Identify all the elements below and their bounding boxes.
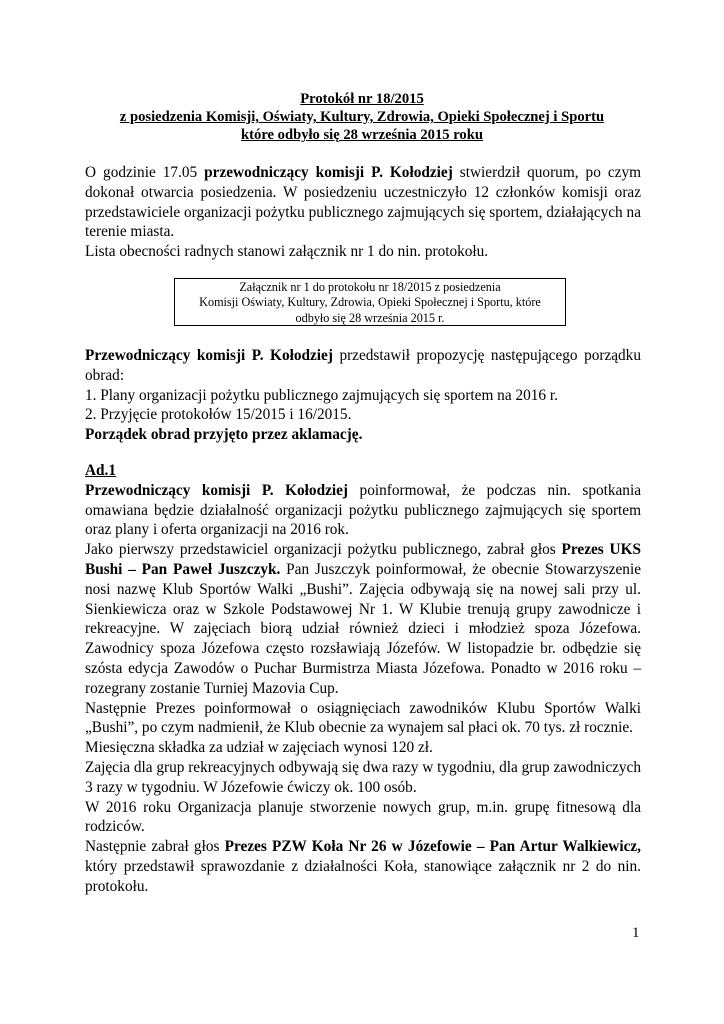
chairman-name: przewodniczący komisji P. Kołodziej	[204, 164, 453, 181]
ad1-heading-text: Ad.1	[85, 462, 117, 479]
page-number: 1	[632, 925, 640, 941]
intro-text: O godzinie 17.05	[85, 164, 205, 181]
ad1-paragraph-6: W 2016 roku Organizacja planuje stworzenie nowych grup, m.in. grupę fitnesową dla rodziców.	[85, 798, 641, 836]
intro-text-rest: stwierdził quorum, po czym dokonał otwarcia posiedzenia. W posiedzeniu uczestniczyło 12 członków komisji oraz przedstawiciele organizacji pożytku publicznego zajmujących się sportem, działających na terenie miasta.	[85, 164, 641, 241]
ad1-section	[85, 461, 641, 897]
ad1-paragraph-5: Zajęcia dla grup rekreacyjnych odbywają się dwa razy w tygodniu, dla grup zawodniczych 3 razy w tygodniu. W Józefowie ćwiczy ok. 100 osób.	[85, 758, 641, 796]
intro-paragraph	[85, 163, 641, 242]
agenda-item-1: 1. Plany organizacji pożytku publicznego zajmujących się sportem na 2016 r.	[85, 386, 558, 404]
ad1-paragraph-4: Miesięczna składka za udział w zajęciach wynosi 120 zł.	[85, 739, 433, 757]
annex-line-2: Komisji Oświaty, Kultury, Zdrowia, Opieki Społecznej i Sportu, które	[199, 295, 541, 310]
agenda-item-2: 2. Przyjęcie protokołów 15/2015 i 16/2015.	[85, 406, 352, 424]
title-line-3: które odbyło się 28 września 2015 roku	[241, 127, 483, 143]
annex-box	[174, 278, 566, 326]
agenda-accepted	[85, 425, 641, 445]
title-line-2: z posiedzenia Komisji, Oświaty, Kultury, Zdrowia, Opieki Społecznej i Sportu	[119, 109, 605, 125]
annex-line-3: odbyło się 28 września 2015 r.	[295, 310, 445, 325]
intro-section	[85, 163, 641, 262]
agenda-lead	[85, 346, 641, 386]
ad1-paragraph-3: Następnie Prezes poinformował o osiągnięciach zawodników Klubu Sportów Walki „Bushi”, po czym nadmienił, że Klub obecnie za wynajem sal płaci ok. 70 tys. zł rocznie.	[85, 699, 641, 737]
ad1-paragraph-2	[85, 540, 641, 698]
agenda-chairman: Przewodniczący komisji P. Kołodziej	[85, 347, 333, 364]
uks-president: Prezes UKS Bushi – Pan Paweł Juszczyk.	[85, 541, 641, 578]
ad1-p2-rest: Pan Juszczyk poinformował, że obecnie Stowarzyszenie nosi nazwę Klub Sportów Walki „Bushi”. Zajęcia odbywają się na nowej sali przy ul. Sienkiewicza oraz w Szkole Podstawowej Nr 1. W Klubie trenują grupy zawodnicze i rekreacyjne. W zajęciach biorą udział również dzieci i młodzież spoza Józefowa. Zawodnicy spoza Józefowa często rozsławiają Józefów. W listopadzie br. odbędzie się szósta edycja Zawodów o Puchar Burmistrza Miasta Józefowa. Ponadto w 2016 roku – rozegrany zostanie Turniej Mazovia Cup.	[85, 560, 641, 697]
annex-line-1: Załącznik nr 1 do protokołu nr 18/2015 z posiedzenia	[239, 280, 501, 294]
ad1-p1-text: poinformował, że podczas nin. spotkania omawiana będzie działalność organizacji pożytku publicznego zajmujących się sportem oraz plany i oferta organizacji na 2016 rok.	[85, 481, 641, 539]
ad1-p7-rest: który przedstawił sprawozdanie z działalności Koła, stanowiące załącznik nr 2 do nin. protokołu.	[85, 857, 641, 895]
ad1-heading	[85, 461, 641, 481]
ad1-paragraph-7	[85, 837, 641, 896]
ad1-p7-text: Następnie zabrał głos	[85, 838, 225, 856]
ad1-paragraph-1	[85, 481, 641, 540]
ad1-p2-text: Jako pierwszy przedstawiciel organizacji pożytku publicznego, zabrał głos	[85, 541, 562, 559]
ad1-chairman: Przewodniczący komisji P. Kołodziej	[85, 481, 349, 499]
title-line-1: Protokół nr 18/2015	[300, 91, 424, 107]
agenda-lead-text: przedstawił propozycję następującego porządku obrad:	[85, 347, 641, 384]
agenda-section	[85, 346, 641, 445]
pzw-president: Prezes PZW Koła Nr 26 w Józefowie – Pan Artur Walkiewicz,	[224, 838, 641, 856]
agenda-accepted-text: Porządek obrad przyjęto przez aklamację.	[85, 426, 363, 444]
attendance-note: Lista obecności radnych stanowi załącznik nr 1 do nin. protokołu.	[85, 243, 489, 261]
